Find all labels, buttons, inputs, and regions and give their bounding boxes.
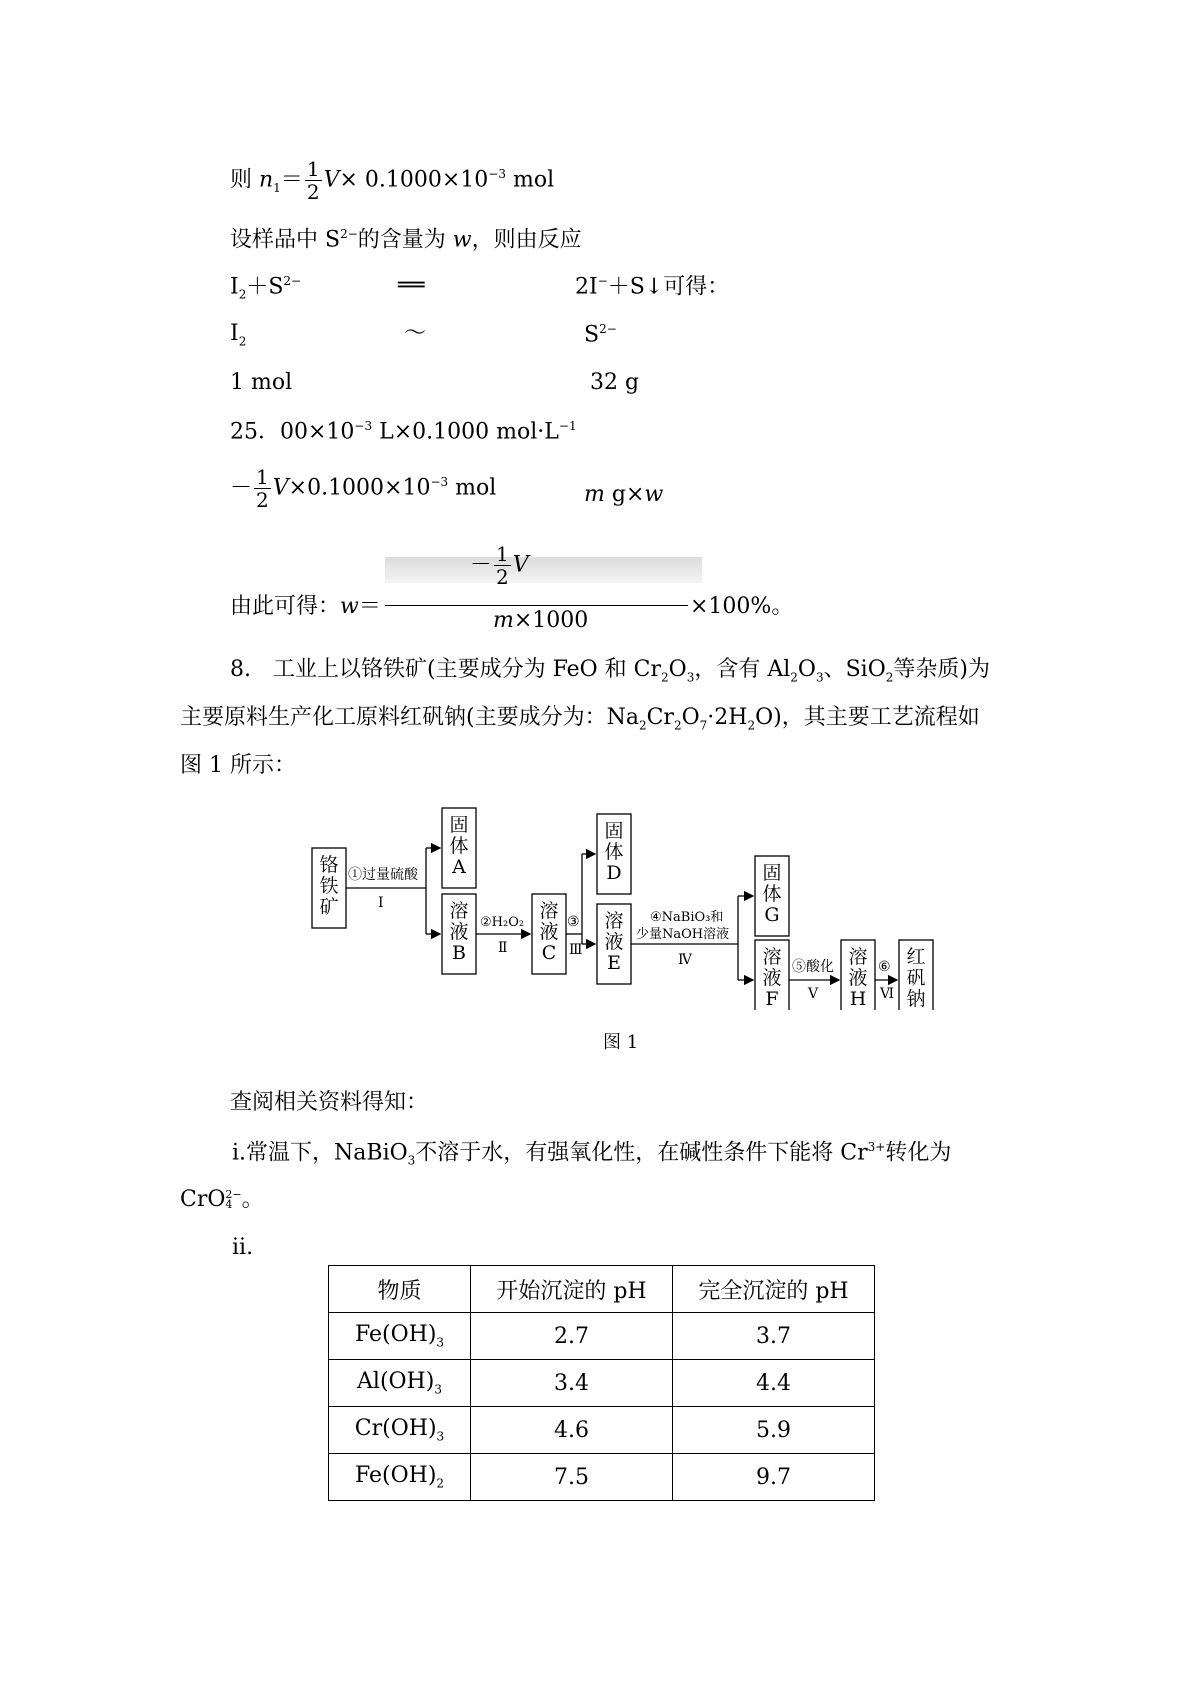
box-char: H xyxy=(849,988,867,1010)
substance-cell: $Fe(OH)_2$ xyxy=(329,1454,471,1501)
sub: 2 xyxy=(638,718,647,733)
fraction xyxy=(254,466,271,511)
text: ×0.1000×10 xyxy=(288,475,431,501)
complete-ph-cell: 4.4 xyxy=(673,1360,875,1407)
box-char: 溶 xyxy=(539,900,559,922)
text: 32 g xyxy=(590,370,640,395)
text: ＋S xyxy=(246,274,284,300)
box-char: E xyxy=(607,952,621,974)
sub: 2 xyxy=(747,718,756,733)
var-w: w xyxy=(452,227,472,253)
complete-ph-cell: 3.7 xyxy=(673,1313,875,1360)
equation-n1 xyxy=(230,158,554,203)
fraction-bar xyxy=(385,605,688,606)
q8-line2 xyxy=(180,707,980,731)
substance-cell: $Al(OH)_3$ xyxy=(329,1360,471,1407)
box-char: 固 xyxy=(604,820,624,842)
denominator: 2 xyxy=(256,488,269,512)
text: 设样品中 S xyxy=(230,227,341,253)
exponent: −3 xyxy=(430,475,449,490)
roman4-label: Ⅳ xyxy=(678,952,692,968)
text: 。 xyxy=(241,1187,264,1212)
ratio-left xyxy=(230,323,246,347)
q8-line1 xyxy=(230,659,990,683)
sup: 2− xyxy=(340,227,358,241)
box-char: 铬 xyxy=(319,854,339,876)
figure-caption: 图 1 xyxy=(603,1032,639,1053)
complete-ph-cell: 9.7 xyxy=(673,1454,875,1501)
ore-label xyxy=(312,855,346,918)
sentence-sample xyxy=(230,228,582,251)
product-label xyxy=(899,947,933,1010)
solid-a-label xyxy=(442,815,476,878)
q8-line3 xyxy=(180,755,296,777)
sub: 2 xyxy=(790,670,798,685)
fraction xyxy=(494,543,511,588)
roman6-label: Ⅵ xyxy=(880,986,895,1002)
item2-line: ⅱ. xyxy=(232,1235,254,1260)
denominator: 2 xyxy=(306,180,320,204)
table-row xyxy=(329,1407,875,1454)
box-char: B xyxy=(452,942,466,964)
var-V: V xyxy=(512,552,529,578)
box-char: 溶 xyxy=(762,946,782,968)
sub: 3 xyxy=(686,670,695,685)
var-n: n xyxy=(259,167,274,193)
table-header-cell: 开始沉淀的 pH xyxy=(471,1266,673,1313)
box-char: 体 xyxy=(762,883,782,905)
sub: 7 xyxy=(699,718,708,733)
result-prefix xyxy=(230,596,381,618)
box-char: 液 xyxy=(848,967,868,989)
solid-g-label xyxy=(755,863,789,926)
unit: mol xyxy=(448,475,497,501)
box-char: 固 xyxy=(449,814,469,836)
text: ×100%。 xyxy=(690,594,794,619)
table-header-cell: 物质 xyxy=(329,1266,471,1313)
sup: 3+ xyxy=(867,1140,886,1154)
box-char: 液 xyxy=(604,931,624,953)
text: 不溶于水，有强氧化性，在碱性条件下能将 Cr xyxy=(415,1140,868,1166)
mol-left xyxy=(230,372,292,394)
reaction-left xyxy=(230,275,301,301)
complete-ph-cell: 5.9 xyxy=(673,1407,875,1454)
text: 1 mol xyxy=(230,370,293,395)
text: g× xyxy=(604,482,645,507)
box-char: 矿 xyxy=(319,896,339,918)
sub: 2 xyxy=(673,718,682,733)
box-char: 体 xyxy=(604,841,624,863)
text: S xyxy=(584,322,600,348)
ratio-mid xyxy=(404,323,426,345)
ratio-right xyxy=(584,323,617,346)
table-row xyxy=(329,1313,875,1360)
roman5-label: Ⅴ xyxy=(808,986,819,1002)
box-char: 固 xyxy=(762,862,782,884)
text: O xyxy=(668,657,687,682)
step2-label: ②H₂O₂ xyxy=(480,915,525,930)
sub: 2 xyxy=(885,670,894,685)
text: I xyxy=(230,274,239,300)
reaction-equals xyxy=(398,275,425,297)
result-suffix xyxy=(690,596,793,618)
box-char: G xyxy=(764,904,780,926)
sub: 2 xyxy=(661,670,669,685)
start-ph-cell: 2.7 xyxy=(471,1313,673,1360)
supsub xyxy=(225,1190,241,1210)
var-m: m xyxy=(493,608,514,633)
text: ＋S↓可得： xyxy=(607,274,730,300)
sol-b-label xyxy=(442,901,476,964)
box-char: D xyxy=(606,862,622,884)
item1-line2 xyxy=(180,1189,264,1211)
numerator: 1 xyxy=(256,465,269,489)
start-ph-cell: 4.6 xyxy=(471,1407,673,1454)
table-row xyxy=(329,1360,875,1407)
box-char: 钠 xyxy=(906,988,926,1010)
var-m: m xyxy=(584,482,605,507)
text: 则 xyxy=(230,167,259,193)
step4b-label: 少量NaOH溶液 xyxy=(636,927,730,942)
mass-right xyxy=(590,372,639,394)
precipitation-ph-table xyxy=(328,1265,875,1501)
reaction-right xyxy=(575,275,729,298)
text: O xyxy=(681,705,700,730)
box-char: 体 xyxy=(449,835,469,857)
text: 等杂质)为 xyxy=(893,657,990,682)
amount-line-2 xyxy=(230,466,496,511)
step4a-label: ④NaBiO₃和 xyxy=(650,910,724,925)
sub: 4 xyxy=(225,1198,233,1211)
exponent: −3 xyxy=(354,419,373,433)
roman2-label: Ⅱ xyxy=(498,940,508,956)
var-V: V xyxy=(323,167,340,193)
start-ph-cell: 3.4 xyxy=(471,1360,673,1407)
text: Cr xyxy=(646,705,674,730)
exponent: −1 xyxy=(558,419,577,433)
solid-d-label xyxy=(597,821,631,884)
sub: 3 xyxy=(407,1153,416,1168)
step1-label: ①过量硫酸 xyxy=(348,867,418,883)
text: × 0.1000×10 xyxy=(339,167,489,193)
table-header-row xyxy=(329,1266,875,1313)
text: ⅰ.常温下，NaBiO xyxy=(232,1140,408,1166)
var-V: V xyxy=(272,475,289,501)
sub: 3 xyxy=(815,670,824,685)
text: 图 1 所示： xyxy=(180,753,296,778)
unit: mol xyxy=(506,167,555,193)
table-header-cell: 完全沉淀的 pH xyxy=(673,1266,875,1313)
box-char: C xyxy=(541,942,557,964)
substance-cell: $Cr(OH)_3$ xyxy=(329,1407,471,1454)
eq: ＝ xyxy=(280,167,303,193)
substance-cell: $Fe(OH)_3$ xyxy=(329,1313,471,1360)
text: ×1000 xyxy=(513,608,589,633)
text: ，则由反应 xyxy=(471,227,582,253)
text: 、SiO xyxy=(823,657,886,682)
sup: 2− xyxy=(599,322,617,336)
text: 8. 工业上以铬铁矿(主要成分为 FeO 和 Cr xyxy=(230,657,662,682)
box-char: 液 xyxy=(449,921,469,943)
box-char: F xyxy=(765,988,779,1010)
box-char: 矾 xyxy=(906,967,926,989)
text: O xyxy=(797,657,816,682)
result-denominator xyxy=(493,610,588,632)
box-char: 溶 xyxy=(449,900,469,922)
text: 主要原料生产化工原料红矾钠(主要成分为：Na xyxy=(180,705,639,730)
text: 的含量为 xyxy=(357,227,453,253)
eq: ══ xyxy=(398,273,425,298)
step3-label: ③ xyxy=(567,914,580,930)
text: 由此可得： xyxy=(230,594,341,619)
numerator: 1 xyxy=(306,157,320,181)
box-char: 液 xyxy=(539,921,559,943)
text: ·2H xyxy=(707,705,748,730)
roman3-label: Ⅲ xyxy=(569,942,583,958)
box-char: 红 xyxy=(906,946,926,968)
text: 25．00×10 xyxy=(230,419,355,445)
sol-h-label xyxy=(841,947,875,1010)
item1-line1 xyxy=(232,1141,951,1167)
lookup-line: 查阅相关资料得知： xyxy=(230,1090,429,1115)
denominator: 2 xyxy=(496,565,509,589)
box-char: 溶 xyxy=(848,946,868,968)
box-char: 液 xyxy=(762,967,782,989)
step6-label: ⑥ xyxy=(878,959,891,975)
sup: − xyxy=(597,274,608,288)
var-w: w xyxy=(644,482,664,507)
sol-f-label xyxy=(755,947,789,1010)
roman1-label: Ⅰ xyxy=(378,895,384,911)
mass-right-2 xyxy=(584,484,663,506)
shaded-bar xyxy=(385,557,702,583)
exponent: −3 xyxy=(488,167,506,182)
text: I xyxy=(230,321,239,346)
minus: － xyxy=(470,552,493,578)
step5-label: ⑤酸化 xyxy=(792,959,834,975)
sol-e-label xyxy=(597,911,631,974)
numerator: 1 xyxy=(496,542,509,566)
text: L×0.1000 mol·L xyxy=(372,419,559,445)
sub: 2 xyxy=(238,287,247,302)
flow-labels xyxy=(300,800,940,1010)
text: 转化为 xyxy=(885,1140,952,1166)
result-numerator xyxy=(470,543,529,588)
box-char: A xyxy=(452,856,466,878)
var-w: w xyxy=(340,594,359,619)
minus: － xyxy=(230,475,253,501)
text: 2I xyxy=(575,274,598,300)
sup: 2− xyxy=(225,1188,242,1201)
text: CrO xyxy=(180,1187,226,1212)
table-row xyxy=(329,1454,875,1501)
text: O)，其主要工艺流程如 xyxy=(755,705,980,730)
tilde: ～ xyxy=(404,321,427,346)
box-char: 铁 xyxy=(319,875,339,897)
sol-c-label xyxy=(532,901,566,964)
sup: 2− xyxy=(283,274,302,288)
sub: 2 xyxy=(238,334,247,349)
sub: 1 xyxy=(273,180,281,195)
amount-line xyxy=(230,420,577,443)
text: ，含有 Al xyxy=(694,657,791,682)
fraction xyxy=(305,158,322,203)
box-char: 溶 xyxy=(604,910,624,932)
eq: ＝ xyxy=(358,594,381,619)
start-ph-cell: 7.5 xyxy=(471,1454,673,1501)
